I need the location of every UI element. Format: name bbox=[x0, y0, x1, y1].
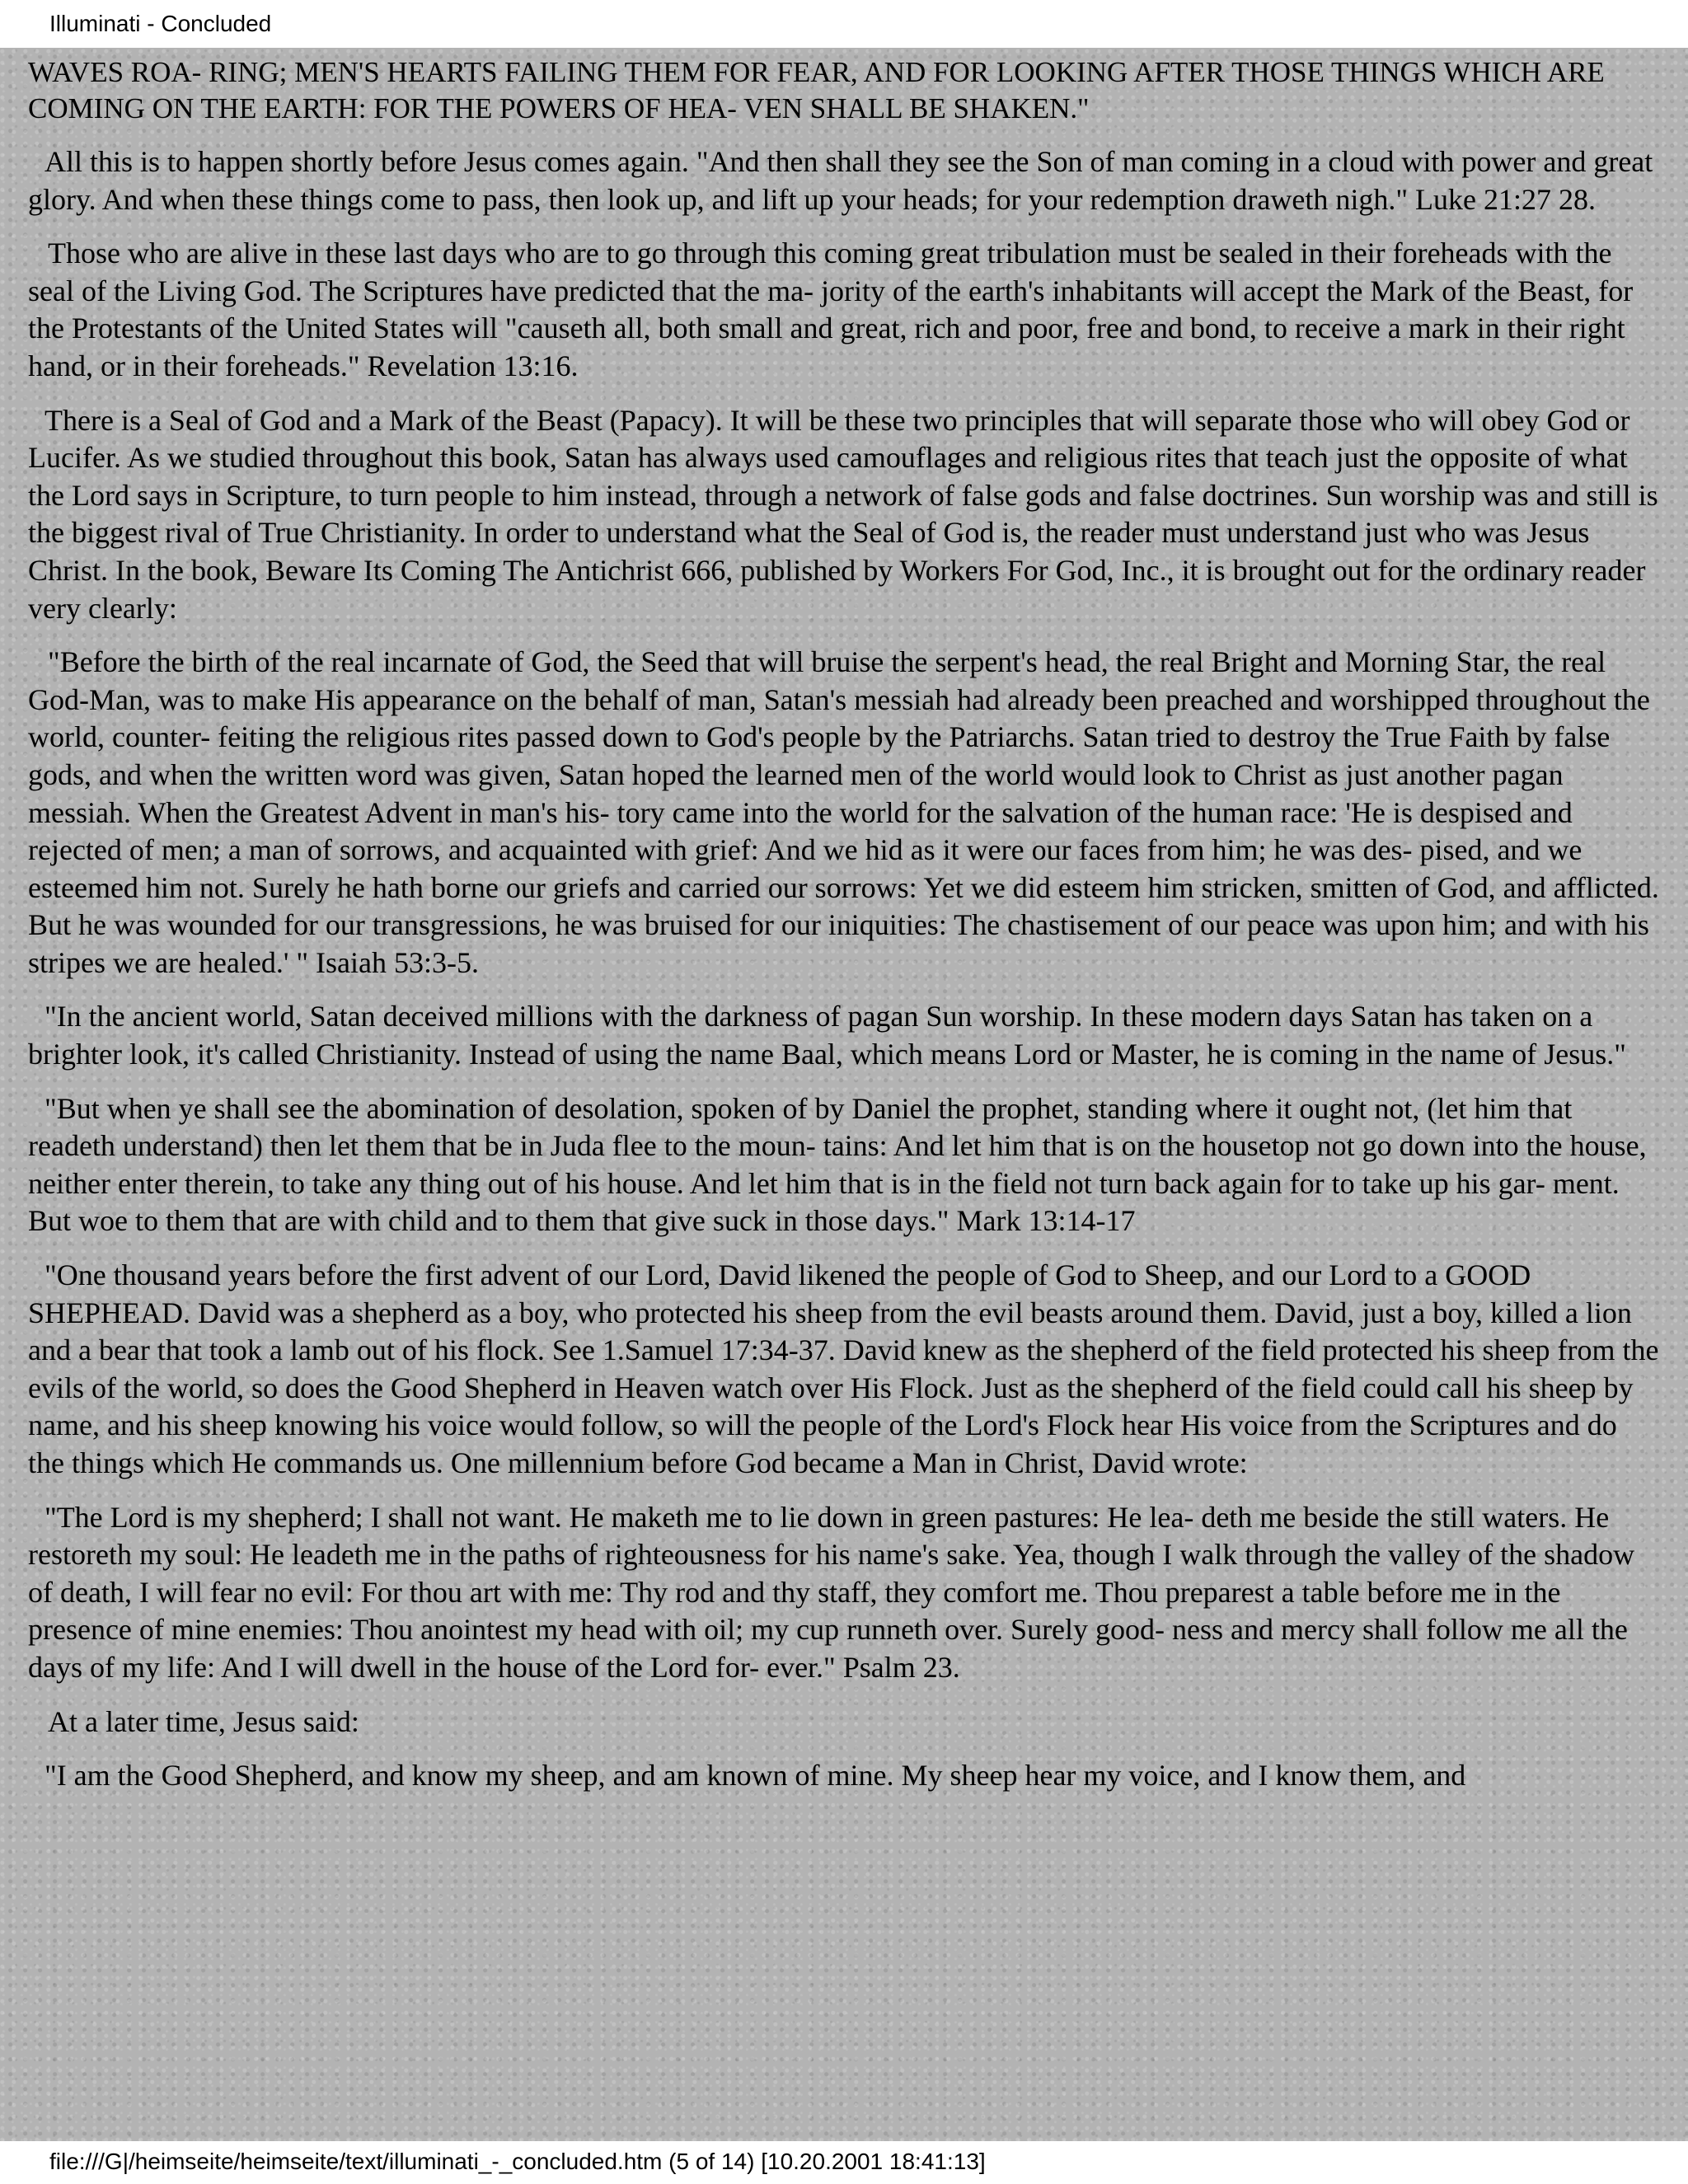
document-body bbox=[0, 48, 1688, 2141]
paragraph-abomination: "But when ye shall see the abomination of desolation, spoken of by Daniel the prophet, standing where it ought not, (let him that readeth understand) then let them that be in Juda flee to the moun- tains: And let him that is on the housetop not go down into the house, neither enter therein, to take any thing out of his house. And let him that is in the field not turn back again for to take up his gar- ment. But woe to them that are with child and to them that give suck in those days." Mark 13:14-17 bbox=[28, 1091, 1647, 1238]
paragraph-one-thousand-years: "One thousand years before the first advent of our Lord, David likened the people of God to Sheep, and our Lord to a GOOD SHEPHEAD. David was a shepherd as a boy, who protected his sheep from the evil beasts around them. David, just a boy, killed a lion and a bear that took a lamb out of his flock. See 1.Samuel 17:34-37. David knew as the shepherd of the field protected his sheep from the evils of the world, so does the Good Shepherd in Heaven watch over His Flock. Just as the shepherd of the field could call his sheep by name, and his sheep knowing his voice would follow, so will the people of the Lord's Flock hear His voice from the Scriptures and do the things which He commands us. One millennium before God became a Man in Christ, David wrote: bbox=[28, 1258, 1659, 1479]
paragraph-sealed-foreheads: Those who are alive in these last days who are to go through this coming great tribulation must be sealed in their foreheads with the seal of the Living God. The Scriptures have predicted that the ma- jority of the earth's inhabitants will accept the Mark of the Beast, for the Protestants of the United States will "causeth all, both small and great, rich and poor, free and bond, to receive a mark in their right hand, or in their foreheads." Revelation 13:16. bbox=[28, 237, 1634, 382]
paragraph-seal-and-mark: There is a Seal of God and a Mark of the Beast (Papacy). It will be these two principles that will separate those who will obey God or Lucifer. As we studied throughout this book, Satan has always used camouflages and religious rites that teach just the opposite of what the Lord says in Scripture, to turn people to him instead, through a network of false gods and false doctrines. Sun worship was and still is the biggest rival of True Christianity. In order to understand what the Seal of God is, the reader must understand just who was Jesus Christ. In the book, Beware Its Coming The Antichrist 666, published by Workers For God, Inc., it is brought out for the ordinary reader very clearly: bbox=[28, 403, 1658, 625]
paragraph-later-time: At a later time, Jesus said: bbox=[48, 1704, 359, 1738]
paragraph-before-the-birth: "Before the birth of the real incarnate of God, the Seed that will bruise the serpent's head, the real Bright and Morning Star, the real God-Man, was to make His appearance on the behalf of man, Satan's messiah had already been preached and worshipped throughout the world, counter- feiting the religious rites passed down to God's people by the Patriarchs. Satan tried to destroy the True Faith by false gods, and when the written word was given, Satan hoped the learned men of the world would look to Christ as just another pagan messiah. When the Greatest Advent in man's his- tory came into the world for the salvation of the human race: 'He is despised and rejected of men; a man of sorrows, and acquainted with grief: And we hid as it were our faces from him; he was des- pised, and we esteemed him not. Surely he hath borne our griefs and carried our sorrows: Yet we did esteem him stricken, smitten of God, and afflicted. But he was wounded for our transgressions, he was bruised for our iniquities: The chastisement of our peace was upon him; and with his stripes we are healed.' " Isaiah 53:3-5. bbox=[28, 645, 1659, 979]
paragraph-psalm-23: "The Lord is my shepherd; I shall not want. He maketh me to lie down in green pastures: He lea- deth me beside the still waters. He restoreth my soul: He leadeth me in the paths of righteousness for his name's sake. Yea, though I walk through the valley of the shadow of death, I will fear no evil: For thou art with me: Thy rod and thy staff, they comfort me. Thou preparest a table before me in the presence of mine enemies: Thou anointest my head with oil; my cup runneth over. Surely good- ness and mercy shall follow me all the days of my life: And I will dwell in the house of the Lord for- ever." Psalm 23. bbox=[28, 1500, 1635, 1684]
print-header-title: Illuminati - Concluded bbox=[49, 11, 272, 36]
print-footer-url: file:///G|/heimseite/heimseite/text/illuminati_-_concluded.htm (5 of 14) [10.20.2001 18:41:13] bbox=[49, 2149, 986, 2174]
paragraph-jesus-comes-again: All this is to happen shortly before Jesus comes again. "And then shall they see the Son of man coming in a cloud with power and great glory. And when these things come to pass, then look up, and lift up your heads; for your redemption draweth nigh." Luke 21:27 28. bbox=[28, 145, 1653, 216]
paragraph-caps-quote: WAVES ROA- RING; MEN'S HEARTS FAILING THEM FOR FEAR, AND FOR LOOKING AFTER THOSE THINGS WHICH ARE COMING ON THE EARTH: FOR THE POWERS OF HEA- VEN SHALL BE SHAKEN." bbox=[28, 56, 1605, 124]
paragraph-good-shepherd: "I am the Good Shepherd, and know my sheep, and am known of mine. My sheep hear my voice, and I know them, and bbox=[45, 1759, 1466, 1793]
paragraph-ancient-world: "In the ancient world, Satan deceived millions with the darkness of pagan Sun worship. In these modern days Satan has taken on a brighter look, it's called Christianity. Instead of using the name Baal, which means Lord or Master, he is coming in the name of Jesus." bbox=[28, 1000, 1626, 1071]
